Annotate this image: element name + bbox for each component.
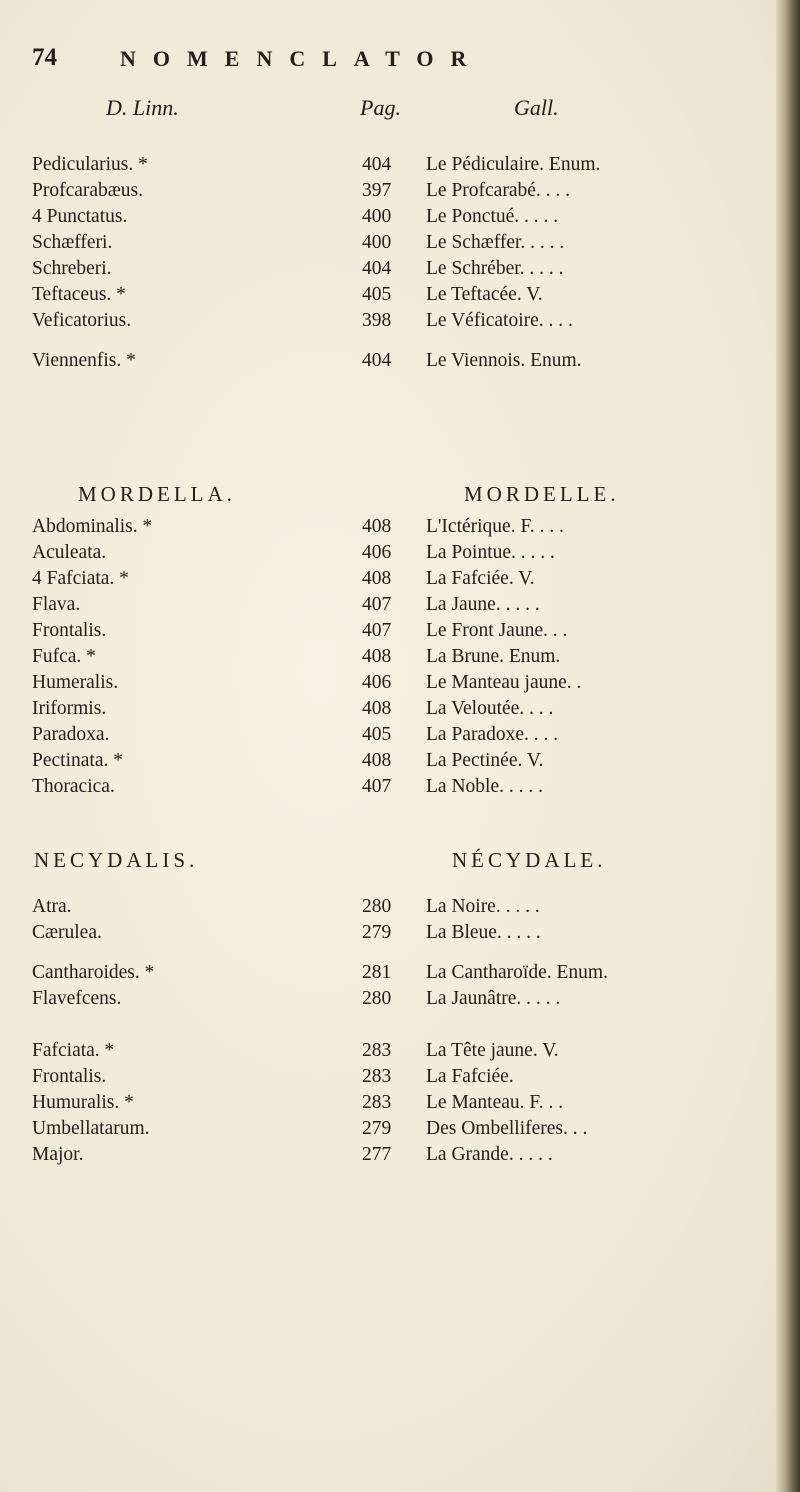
latin-name: 4 Fafciata. * (32, 568, 129, 589)
column-header-linn: D. Linn. (106, 95, 179, 120)
entry-row (0, 1040, 780, 1068)
latin-name: Pedicularius. * (32, 154, 148, 175)
french-name: La Jaune. . . . . (426, 594, 540, 615)
entry-row (0, 568, 780, 596)
french-name: La Veloutée. . . . (426, 698, 554, 719)
page-reference: 407 (362, 594, 392, 615)
latin-name: Atra. (32, 896, 72, 917)
french-name: Le Véficatoire. . . . (426, 310, 573, 331)
entry-row (0, 620, 780, 648)
section-heading-french: NÉCYDALE. (452, 848, 607, 872)
french-name: La Fafciée. V. (426, 568, 535, 589)
french-name: Le Manteau jaune. . (426, 672, 582, 693)
latin-name: Schreberi. (32, 258, 112, 279)
column-header-pag: Pag. (360, 95, 401, 120)
entry-row (0, 962, 780, 990)
page-reference: 406 (362, 672, 392, 693)
latin-name: Schæfferi. (32, 232, 113, 253)
page-reference: 281 (362, 962, 392, 983)
page-reference: 397 (362, 180, 392, 201)
page-reference: 283 (362, 1092, 392, 1113)
french-name: Le Profcarabé. . . . (426, 180, 571, 201)
french-name: La Grande. . . . . (426, 1144, 553, 1165)
section-heading-latin: MORDELLA. (78, 482, 236, 506)
page-reference: 279 (362, 1118, 392, 1139)
entry-row (0, 154, 780, 182)
entry-row (0, 988, 780, 1016)
latin-name: Teftaceus. * (32, 284, 126, 305)
french-name: La Bleue. . . . . (426, 922, 541, 943)
french-name: Le Ponctué. . . . . (426, 206, 559, 227)
entry-row (0, 310, 780, 338)
page-reference: 280 (362, 988, 392, 1009)
latin-name: Veficatorius. (32, 310, 132, 331)
page-reference: 408 (362, 646, 392, 667)
entry-row (0, 284, 780, 312)
entry-row (0, 646, 780, 674)
entry-row (0, 724, 780, 752)
entry-row (0, 516, 780, 544)
french-name: Le Teftacée. V. (426, 284, 543, 305)
latin-name: Cantharoides. * (32, 962, 155, 983)
running-title: NOMENCLATOR (120, 46, 484, 71)
entry-row (0, 350, 780, 378)
section-heading-french: MORDELLE. (464, 482, 620, 506)
entry-row (0, 672, 780, 700)
page-reference: 280 (362, 896, 392, 917)
french-name: Le Front Jaune. . . (426, 620, 568, 641)
latin-name: Umbellatarum. (32, 1118, 150, 1139)
entry-row (0, 1144, 780, 1172)
page-reference: 408 (362, 568, 392, 589)
entry-row (0, 542, 780, 570)
page-reference: 404 (362, 258, 392, 279)
page-reference: 400 (362, 206, 392, 227)
entry-row (0, 180, 780, 208)
latin-name: Iriformis. (32, 698, 107, 719)
page-reference: 408 (362, 698, 392, 719)
latin-name: Profcarabæus. (32, 180, 144, 201)
french-name: Le Schæffer. . . . . (426, 232, 565, 253)
french-name: La Pointue. . . . . (426, 542, 555, 563)
page-reference: 279 (362, 922, 392, 943)
column-header-gall: Gall. (514, 95, 559, 120)
latin-name: Paradoxa. (32, 724, 110, 745)
french-name: L'Ictérique. F. . . . (426, 516, 564, 537)
latin-name: Major. (32, 1144, 84, 1165)
page-reference: 398 (362, 310, 392, 331)
page-reference: 404 (362, 154, 392, 175)
latin-name: Humuralis. * (32, 1092, 134, 1113)
latin-name: Cærulea. (32, 922, 102, 943)
french-name: Le Manteau. F. . . (426, 1092, 564, 1113)
page-reference: 405 (362, 724, 392, 745)
page-reference: 408 (362, 516, 392, 537)
page-reference: 408 (362, 750, 392, 771)
entry-row (0, 1066, 780, 1094)
latin-name: Frontalis. (32, 620, 107, 641)
french-name: La Paradoxe. . . . (426, 724, 559, 745)
french-name: La Fafciée. (426, 1066, 514, 1087)
french-name: Le Schréber. . . . . (426, 258, 564, 279)
page-reference: 407 (362, 620, 392, 641)
page-reference: 283 (362, 1040, 392, 1061)
french-name: La Noble. . . . . (426, 776, 543, 797)
latin-name: Humeralis. (32, 672, 119, 693)
latin-name: Frontalis. (32, 1066, 107, 1087)
french-name: La Jaunâtre. . . . . (426, 988, 561, 1009)
entry-row (0, 232, 780, 260)
page-reference: 405 (362, 284, 392, 305)
latin-name: Fafciata. * (32, 1040, 115, 1061)
page-reference: 400 (362, 232, 392, 253)
latin-name: 4 Punctatus. (32, 206, 128, 227)
page-header (32, 44, 752, 84)
french-name: Des Ombelliferes. . . (426, 1118, 588, 1139)
latin-name: Flava. (32, 594, 81, 615)
entry-row (0, 1092, 780, 1120)
entry-row (0, 922, 780, 950)
entry-row (0, 258, 780, 286)
french-name: La Cantharoïde. Enum. (426, 962, 608, 983)
page-reference: 407 (362, 776, 392, 797)
entry-row (0, 896, 780, 924)
page-reference: 283 (362, 1066, 392, 1087)
latin-name: Fufca. * (32, 646, 96, 667)
latin-name: Aculeata. (32, 542, 107, 563)
latin-name: Pectinata. * (32, 750, 123, 771)
page-reference: 404 (362, 350, 392, 371)
entry-row (0, 698, 780, 726)
french-name: Le Viennois. Enum. (426, 350, 582, 371)
page-reference: 406 (362, 542, 392, 563)
french-name: La Pectinée. V. (426, 750, 544, 771)
french-name: La Tête jaune. V. (426, 1040, 559, 1061)
page-reference: 277 (362, 1144, 392, 1165)
latin-name: Viennenfis. * (32, 350, 136, 371)
page-number: 74 (32, 44, 57, 71)
french-name: La Noire. . . . . (426, 896, 540, 917)
entry-row (0, 206, 780, 234)
section-heading-latin: NECYDALIS. (34, 848, 199, 872)
entry-row (0, 750, 780, 778)
latin-name: Thoracica. (32, 776, 115, 797)
entry-row (0, 1118, 780, 1146)
french-name: La Brune. Enum. (426, 646, 561, 667)
latin-name: Flavefcens. (32, 988, 122, 1009)
entry-row (0, 776, 780, 804)
entry-row (0, 594, 780, 622)
french-name: Le Pédiculaire. Enum. (426, 154, 601, 175)
latin-name: Abdominalis. * (32, 516, 153, 537)
